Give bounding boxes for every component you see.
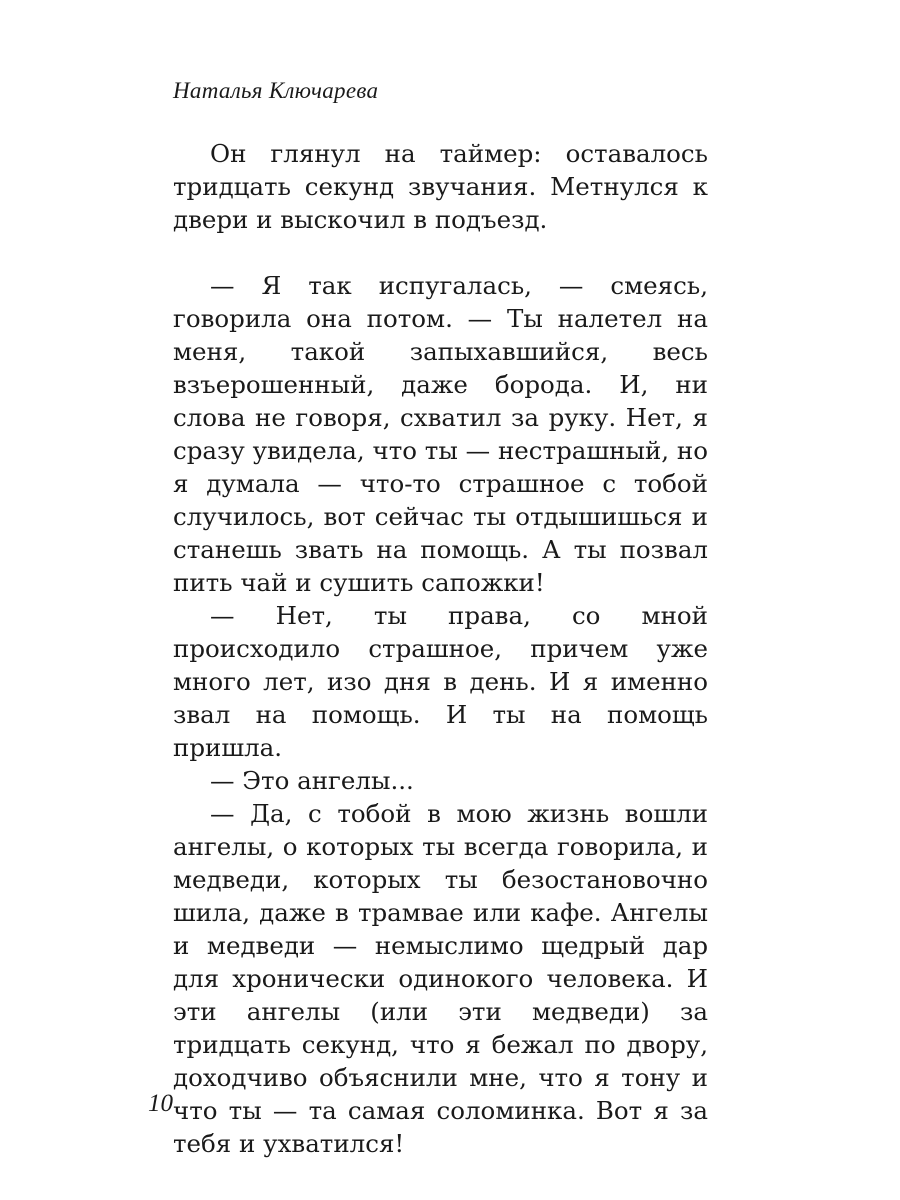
body-text (173, 137, 708, 1160)
paragraph-dialogue-4: — Да, с тобой в мою жизнь вошли ангелы, о которых ты всегда говорила, и медведи, которых ты безостановочно шила, даже в трамвае или кафе. Ангелы и медведи — немыслимо щедрый дар для хронически одинокого человека. И эти ангелы (или эти медведи) за тридцать секунд, что я бежал по двору, доходчиво объяснили мне, что я тону и что ты — та самая соломинка. Вот я за тебя и ухватился! (173, 799, 708, 1158)
paragraph-dialogue-2: — Нет, ты права, со мной происходило страшное, причем уже много лет, изо дня в день. И я именно звал на помощь. И ты на помощь пришла. (173, 601, 708, 762)
running-head-author: Наталья Ключарева (173, 78, 379, 103)
page-number: 10 (148, 1090, 173, 1117)
paragraph-dialogue-3: — Это ангелы... (210, 766, 414, 795)
paragraph-timer: Он глянул на таймер: оставалось тридцать секунд звучания. Метнулся к двери и выскочил в подъезд. (173, 139, 708, 234)
paragraph-dialogue-1: — Я так испугалась, — смеясь, говорила она потом. — Ты налетел на меня, такой запыхавшийся, весь взъерошенный, даже борода. И, ни слова не говоря, схватил за руку. Нет, я сразу увидела, что ты — нестрашный, но я думала — что-то страшное с тобой случилось, вот сейчас ты отдышишься и станешь звать на помощь. А ты позвал пить чай и сушить сапожки! (173, 271, 708, 597)
